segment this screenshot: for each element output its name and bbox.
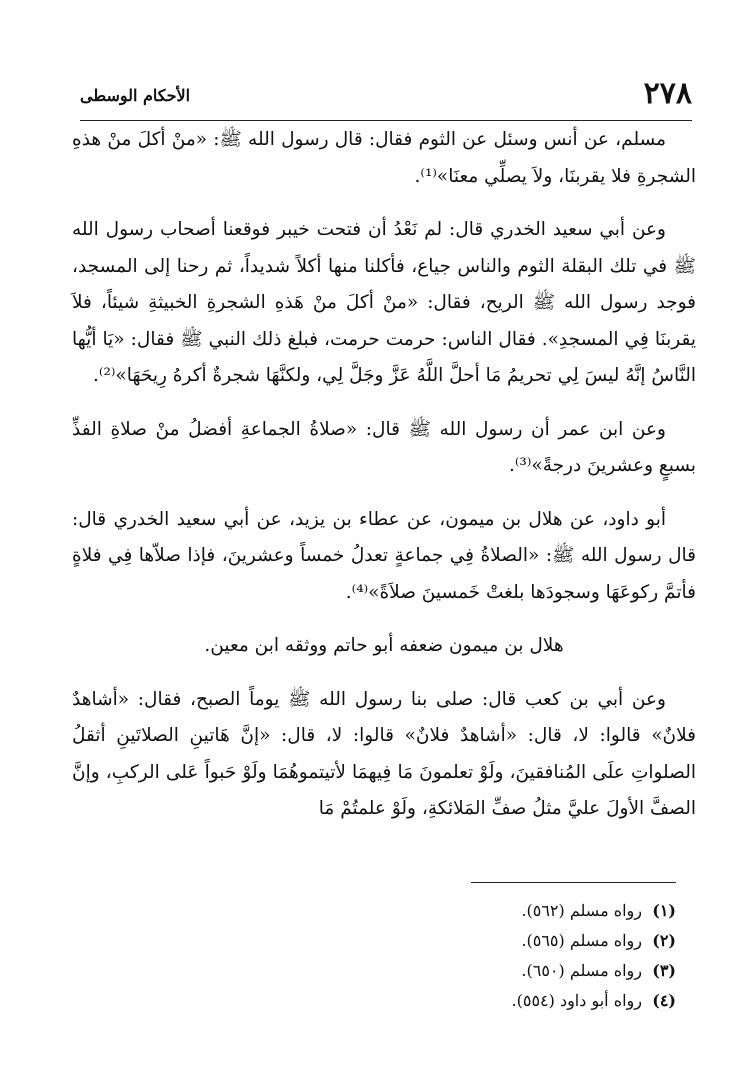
footnote-item	[316, 986, 676, 1016]
footnote-text: رواه مسلم (٦٥٠).	[521, 961, 642, 980]
footnote-number: (١)	[652, 901, 676, 920]
footnote-text: رواه أبو داود (٥٥٤).	[511, 991, 642, 1010]
footnote-item	[316, 896, 676, 926]
paragraph-abu-dawud-hilal: أبو داود، عن هلال بن ميمون، عن عطاء بن يزيد، عن أبي سعيد الخدري قال: قال رسول الله ﷺ: «الصلاةُ فِي جماعةٍ تعدلُ خمساً وعشرينَ، فإذا صلاّها فِي فلاةٍ فأتمَّ ركوعَهَا وسجودَها بلغتْ خَمسينَ صلاَةً»⁽⁴⁾.	[72, 508, 696, 603]
page-header	[80, 76, 692, 116]
footnotes-list	[316, 896, 676, 1016]
footnote-number: (٢)	[652, 931, 676, 950]
footnote-text: رواه مسلم (٥٦٢).	[521, 901, 642, 920]
running-title: الأحكام الوسطى	[80, 86, 191, 105]
paragraph-ibn-umar-congregation: وعن ابن عمر أن رسول الله ﷺ قال: «صلاةُ الجماعةِ أفضلُ منْ صلاةِ الفذِّ بسبعٍ وعشرينَ درجةً»⁽³⁾.	[72, 418, 696, 476]
page-number: ٢٧٨	[643, 76, 692, 111]
paragraph-hilal-grading: هلال بن ميمون ضعفه أبو حاتم ووثقه ابن معين.	[204, 635, 564, 656]
main-text	[72, 122, 696, 845]
footnote-text: رواه مسلم (٥٦٥).	[521, 931, 642, 950]
paragraph-anas-garlic: مسلم، عن أنس وسئل عن الثوم فقال: قال رسول الله ﷺ: «منْ أكلَ منْ هذهِ الشجرةِ فلا يقربنَا، ولاَ يصلِّي معنَا»⁽¹⁾.	[72, 129, 696, 187]
footnote-item	[316, 926, 676, 956]
footnote-number: (٤)	[652, 991, 676, 1010]
paragraph-abu-said-khaybar: وعن أبي سعيد الخدري قال: لم نَعْدُ أن فتحت خيبر فوقعنا أصحاب رسول الله ﷺ في تلك البقلة الثوم والناس جياع، فأكلنا منها أكلاً شديداً، ثم رحنا إلى المسجد، فوجد رسول الله ﷺ الريح، فقال: «منْ أكلَ منْ هَذهِ الشجرةِ الخبيثةِ شيئاً، فلاَ يقربنَا فِي المسجدِ». فقال الناس: حرمت حرمت، فبلغ ذلك النبي ﷺ فقال: «يَا أيُّها النَّاسُ إنَّهُ ليسَ لِي تحريمُ مَا أحلَّ اللَّهُ عَزَّ وجَلَّ لِي، ولكنَّهَا شجرةٌ أكرهُ رِيحَهَا»⁽²⁾.	[72, 219, 696, 386]
footnote-rule	[471, 882, 676, 883]
footnote-number: (٣)	[652, 961, 676, 980]
header-rule	[80, 120, 692, 121]
paragraph-ubayy-ibn-kab: وعن أبي بن كعب قال: صلى بنا رسول الله ﷺ يوماً الصبح، فقال: «أشاهدٌ فلانٌ» قالوا: لا، قال: «أشاهدٌ فلانٌ» قالوا: لا، قال: «إنَّ هَاتينِ الصلاتَينِ أثقلُ الصلواتِ علَى المُنافقينَ، ولَوْ تعلمونَ مَا فِيهمَا لأتيتموهُمَا ولَوْ حَبواً عَلى الركبِ، وإنَّ الصفَّ الأولَ عليَّ مثلُ صفِّ المَلائكةِ، ولَوْ علمتُمْ مَا	[72, 688, 696, 819]
footnote-item	[316, 956, 676, 986]
